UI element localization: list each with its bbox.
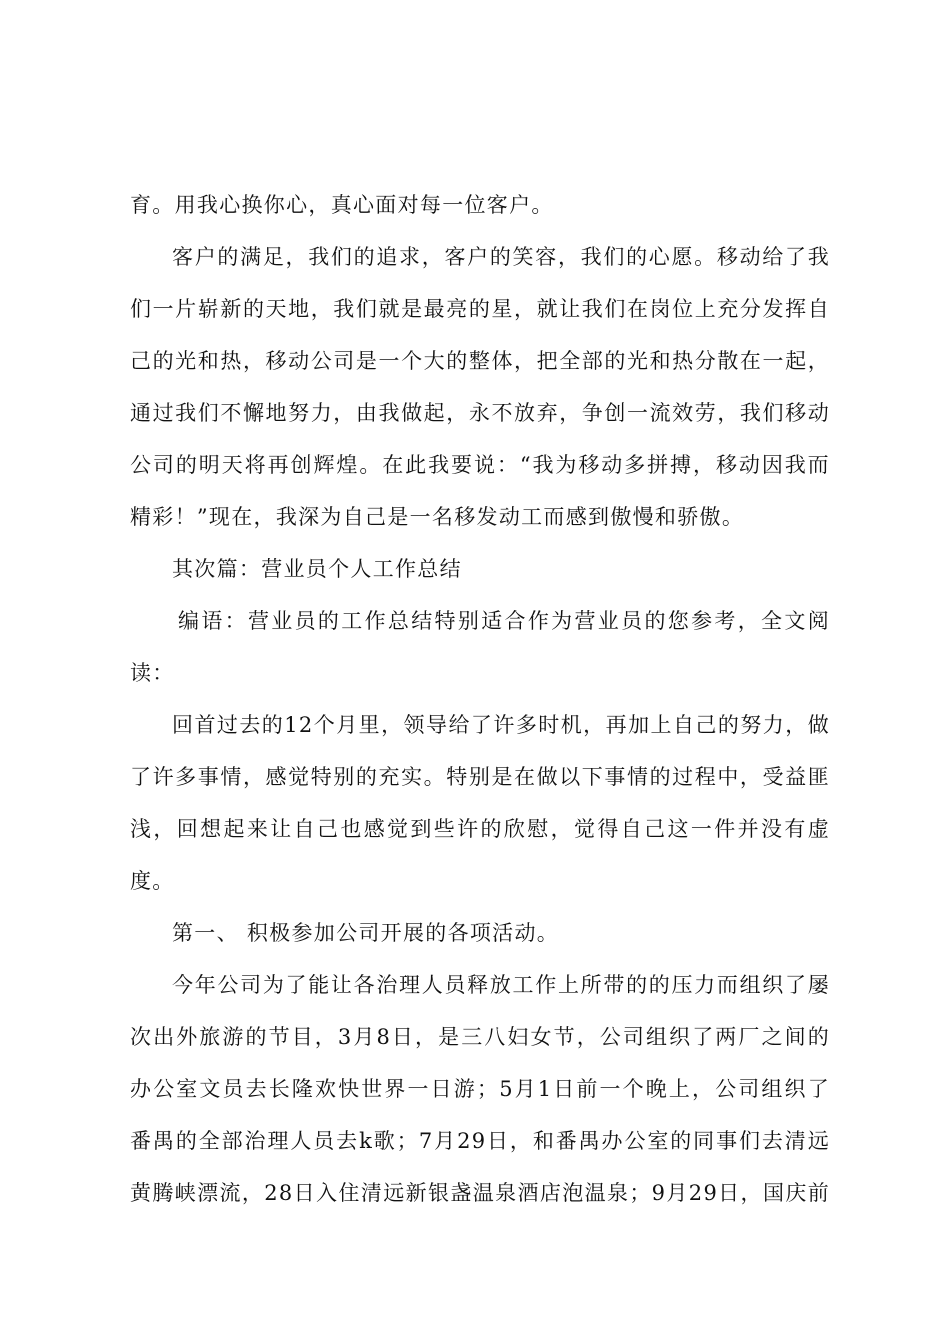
- text-line-4: 己的光和热，移动公司是一个大的整体，把全部的光和热分散在一起，: [130, 349, 830, 373]
- text-line-7: 精彩！”现在，我深为自己是一名移发动工而感到傲慢和骄傲。: [130, 505, 745, 529]
- text-line-9: 了许多事情，感觉特别的充实。特别是在做以下事情的过程中，受益匪: [130, 765, 830, 789]
- subheading-first: 第一、 积极参加公司开展的各项活动。: [172, 921, 560, 945]
- section-heading: 其次篇：营业员个人工作总结: [172, 557, 462, 581]
- text-line-5: 通过我们不懈地努力，由我做起，永不放弃，争创一流效劳，我们移动: [130, 401, 830, 425]
- text-line-11: 度。: [130, 869, 175, 893]
- editor-note-line-1: 编语：营业员的工作总结特别适合作为营业员的您参考，全文阅: [178, 609, 830, 633]
- text-line-2: 客户的满足，我们的追求，客户的笑容，我们的心愿。移动给了我: [172, 245, 830, 269]
- text-line-16: 黄腾峡漂流，28日入住清远新银盏温泉酒店泡温泉；9月29日，国庆前: [130, 1181, 830, 1205]
- editor-note-line-2: 读：: [130, 661, 175, 685]
- text-line-1: 育。用我心换你心，真心面对每一位客户。: [130, 193, 554, 217]
- text-line-6: 公司的明天将再创辉煌。在此我要说：“我为移动多拼搏，移动因我而: [130, 453, 830, 477]
- text-line-14: 办公室文员去长隆欢快世界一日游；5月1日前一个晚上，公司组织了: [130, 1077, 830, 1101]
- text-line-8: 回首过去的12个月里，领导给了许多时机，再加上自己的努力，做: [172, 713, 830, 737]
- text-line-3: 们一片崭新的天地，我们就是最亮的星，就让我们在岗位上充分发挥自: [130, 297, 830, 321]
- text-line-12: 今年公司为了能让各治理人员释放工作上所带的的压力而组织了屡: [172, 973, 830, 997]
- text-line-10: 浅，回想起来让自己也感觉到些许的欣慰，觉得自己这一件并没有虚: [130, 817, 830, 841]
- text-line-13: 次出外旅游的节目，3月8日，是三八妇女节，公司组织了两厂之间的: [130, 1025, 830, 1049]
- text-line-15: 番禺的全部治理人员去k歌；7月29日，和番禺办公室的同事们去清远: [130, 1129, 830, 1153]
